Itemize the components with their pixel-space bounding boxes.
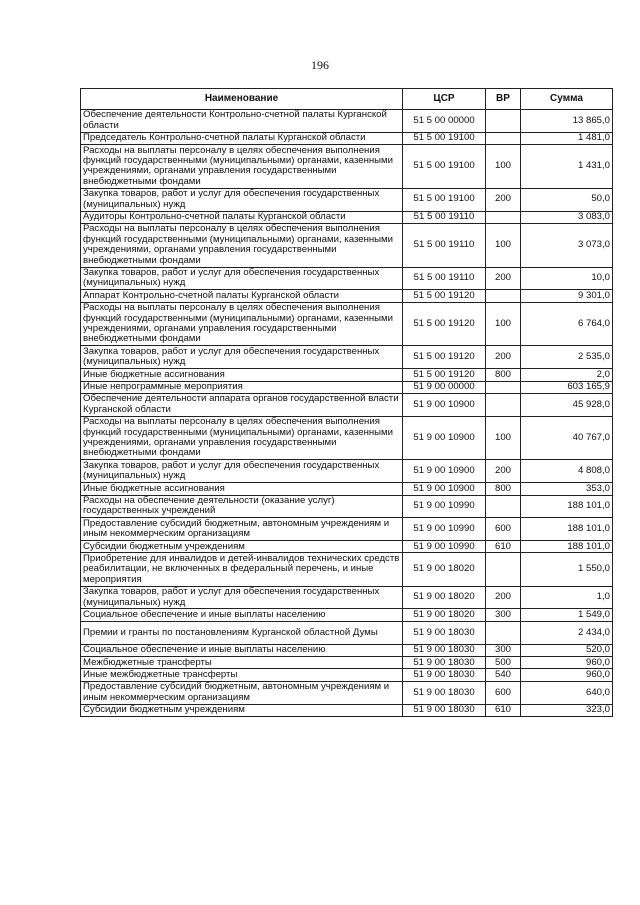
cell-csr: 51 5 00 19120 bbox=[403, 369, 486, 381]
cell-sum: 353,0 bbox=[521, 483, 613, 495]
cell-csr: 51 5 00 19120 bbox=[403, 346, 486, 369]
table-row bbox=[81, 541, 613, 553]
cell-name: Обеспечение деятельности аппарата органов государственной власти Курганской области bbox=[81, 393, 403, 416]
cell-name: Иные бюджетные ассигнования bbox=[81, 369, 403, 381]
cell-csr: 51 9 00 10990 bbox=[403, 495, 486, 518]
table-row bbox=[81, 302, 613, 346]
cell-sum: 2,0 bbox=[521, 369, 613, 381]
cell-sum: 13 865,0 bbox=[521, 110, 613, 133]
cell-vr: 200 bbox=[486, 346, 521, 369]
cell-name: Субсидии бюджетным учреждениям bbox=[81, 541, 403, 553]
cell-name: Предоставление субсидий бюджетным, автономным учреждениям и иным некоммерческим организациям bbox=[81, 518, 403, 541]
table-header-row bbox=[81, 89, 613, 110]
cell-csr: 51 5 00 19110 bbox=[403, 211, 486, 223]
cell-name: Председатель Контрольно-счетной палаты Курганской области bbox=[81, 132, 403, 144]
cell-sum: 1 550,0 bbox=[521, 553, 613, 586]
table-row bbox=[81, 460, 613, 483]
cell-sum: 1 431,0 bbox=[521, 145, 613, 189]
cell-name: Межбюджетные трансферты bbox=[81, 657, 403, 669]
table-row bbox=[81, 518, 613, 541]
cell-name: Иные бюджетные ассигнования bbox=[81, 483, 403, 495]
cell-vr bbox=[486, 393, 521, 416]
table-row bbox=[81, 644, 613, 656]
cell-csr: 51 9 00 10900 bbox=[403, 483, 486, 495]
cell-csr: 51 5 00 00000 bbox=[403, 110, 486, 133]
cell-vr bbox=[486, 621, 521, 644]
cell-vr bbox=[486, 381, 521, 393]
cell-csr: 51 9 00 10990 bbox=[403, 541, 486, 553]
cell-sum: 4 808,0 bbox=[521, 460, 613, 483]
cell-csr: 51 5 00 19120 bbox=[403, 290, 486, 302]
cell-vr bbox=[486, 553, 521, 586]
cell-vr: 610 bbox=[486, 541, 521, 553]
cell-sum: 1,0 bbox=[521, 586, 613, 609]
table-row bbox=[81, 393, 613, 416]
table-row bbox=[81, 381, 613, 393]
cell-name: Закупка товаров, работ и услуг для обеспечения государственных (муниципальных) нужд bbox=[81, 267, 403, 290]
cell-csr: 51 9 00 10900 bbox=[403, 416, 486, 460]
cell-vr bbox=[486, 290, 521, 302]
cell-sum: 3 083,0 bbox=[521, 211, 613, 223]
table-row bbox=[81, 223, 613, 267]
cell-sum: 40 767,0 bbox=[521, 416, 613, 460]
table-row bbox=[81, 188, 613, 211]
cell-sum: 603 165,9 bbox=[521, 381, 613, 393]
cell-sum: 9 301,0 bbox=[521, 290, 613, 302]
cell-sum: 50,0 bbox=[521, 188, 613, 211]
cell-name: Расходы на обеспечение деятельности (оказание услуг) государственных учреждений bbox=[81, 495, 403, 518]
cell-vr: 800 bbox=[486, 369, 521, 381]
cell-sum: 640,0 bbox=[521, 681, 613, 704]
cell-sum: 188 101,0 bbox=[521, 541, 613, 553]
budget-table bbox=[80, 88, 613, 717]
cell-name: Социальное обеспечение и иные выплаты населению bbox=[81, 609, 403, 621]
table-row bbox=[81, 369, 613, 381]
table-row bbox=[81, 553, 613, 586]
table-row bbox=[81, 495, 613, 518]
cell-sum: 45 928,0 bbox=[521, 393, 613, 416]
cell-name: Аудиторы Контрольно-счетной палаты Курганской области bbox=[81, 211, 403, 223]
header-csr: ЦСР bbox=[403, 89, 486, 110]
cell-csr: 51 5 00 19100 bbox=[403, 145, 486, 189]
cell-name: Расходы на выплаты персоналу в целях обеспечения выполнения функций государственными (муниципальными) органами, казенными учреждениями, органами управления государственными внебюджетными фондами bbox=[81, 416, 403, 460]
cell-vr: 500 bbox=[486, 657, 521, 669]
cell-csr: 51 9 00 18030 bbox=[403, 657, 486, 669]
cell-csr: 51 9 00 18020 bbox=[403, 553, 486, 586]
cell-csr: 51 5 00 19100 bbox=[403, 188, 486, 211]
table-body bbox=[81, 110, 613, 717]
cell-vr: 610 bbox=[486, 704, 521, 716]
cell-csr: 51 5 00 19100 bbox=[403, 132, 486, 144]
header-vr: ВР bbox=[486, 89, 521, 110]
table-row bbox=[81, 669, 613, 681]
cell-name: Приобретение для инвалидов и детей-инвалидов технических средств реабилитации, не включенных в федеральный перечень, и иные мероприятия bbox=[81, 553, 403, 586]
cell-name: Иные непрограммные мероприятия bbox=[81, 381, 403, 393]
cell-vr: 600 bbox=[486, 518, 521, 541]
cell-vr bbox=[486, 211, 521, 223]
cell-vr: 200 bbox=[486, 267, 521, 290]
cell-sum: 2 434,0 bbox=[521, 621, 613, 644]
cell-csr: 51 9 00 18020 bbox=[403, 586, 486, 609]
table-row bbox=[81, 145, 613, 189]
cell-sum: 6 764,0 bbox=[521, 302, 613, 346]
cell-vr bbox=[486, 110, 521, 133]
cell-sum: 960,0 bbox=[521, 669, 613, 681]
cell-csr: 51 9 00 00000 bbox=[403, 381, 486, 393]
cell-csr: 51 9 00 18030 bbox=[403, 681, 486, 704]
cell-vr: 100 bbox=[486, 145, 521, 189]
cell-sum: 520,0 bbox=[521, 644, 613, 656]
cell-csr: 51 9 00 10990 bbox=[403, 518, 486, 541]
cell-vr: 300 bbox=[486, 609, 521, 621]
cell-name: Аппарат Контрольно-счетной палаты Курганской области bbox=[81, 290, 403, 302]
cell-vr: 800 bbox=[486, 483, 521, 495]
table-row bbox=[81, 416, 613, 460]
cell-vr: 200 bbox=[486, 460, 521, 483]
header-name: Наименование bbox=[81, 89, 403, 110]
table-row bbox=[81, 211, 613, 223]
cell-csr: 51 5 00 19110 bbox=[403, 223, 486, 267]
cell-vr: 200 bbox=[486, 188, 521, 211]
cell-name: Расходы на выплаты персоналу в целях обеспечения выполнения функций государственными (муниципальными) органами, казенными учреждениями, органами управления государственными внебюджетными фондами bbox=[81, 145, 403, 189]
table-row bbox=[81, 586, 613, 609]
header-sum: Сумма bbox=[521, 89, 613, 110]
cell-vr: 600 bbox=[486, 681, 521, 704]
page-number: 196 bbox=[311, 58, 329, 72]
table-row bbox=[81, 609, 613, 621]
table-row bbox=[81, 132, 613, 144]
cell-name: Закупка товаров, работ и услуг для обеспечения государственных (муниципальных) нужд bbox=[81, 586, 403, 609]
cell-name: Закупка товаров, работ и услуг для обеспечения государственных (муниципальных) нужд bbox=[81, 346, 403, 369]
cell-name: Расходы на выплаты персоналу в целях обеспечения выполнения функций государственными (муниципальными) органами, казенными учреждениями, органами управления государственными внебюджетными фондами bbox=[81, 223, 403, 267]
cell-name: Премии и гранты по постановлениям Курганской областной Думы bbox=[81, 621, 403, 644]
cell-sum: 188 101,0 bbox=[521, 495, 613, 518]
cell-sum: 323,0 bbox=[521, 704, 613, 716]
cell-name: Закупка товаров, работ и услуг для обеспечения государственных (муниципальных) нужд bbox=[81, 460, 403, 483]
cell-name: Обеспечение деятельности Контрольно-счетной палаты Курганской области bbox=[81, 110, 403, 133]
table-row bbox=[81, 621, 613, 644]
cell-csr: 51 9 00 10900 bbox=[403, 460, 486, 483]
cell-sum: 3 073,0 bbox=[521, 223, 613, 267]
cell-csr: 51 9 00 18030 bbox=[403, 669, 486, 681]
cell-vr bbox=[486, 495, 521, 518]
cell-csr: 51 5 00 19110 bbox=[403, 267, 486, 290]
cell-name: Закупка товаров, работ и услуг для обеспечения государственных (муниципальных) нужд bbox=[81, 188, 403, 211]
table-row bbox=[81, 110, 613, 133]
cell-sum: 1 549,0 bbox=[521, 609, 613, 621]
table-row bbox=[81, 681, 613, 704]
cell-vr: 100 bbox=[486, 302, 521, 346]
cell-csr: 51 9 00 18030 bbox=[403, 621, 486, 644]
cell-csr: 51 9 00 18030 bbox=[403, 704, 486, 716]
cell-name: Субсидии бюджетным учреждениям bbox=[81, 704, 403, 716]
cell-sum: 188 101,0 bbox=[521, 518, 613, 541]
cell-vr: 100 bbox=[486, 223, 521, 267]
table-row bbox=[81, 483, 613, 495]
cell-vr bbox=[486, 132, 521, 144]
cell-csr: 51 9 00 18030 bbox=[403, 644, 486, 656]
table-row bbox=[81, 267, 613, 290]
table-row bbox=[81, 704, 613, 716]
cell-vr: 200 bbox=[486, 586, 521, 609]
cell-sum: 960,0 bbox=[521, 657, 613, 669]
cell-sum: 2 535,0 bbox=[521, 346, 613, 369]
table-row bbox=[81, 290, 613, 302]
cell-name: Предоставление субсидий бюджетным, автономным учреждениям и иным некоммерческим организациям bbox=[81, 681, 403, 704]
cell-csr: 51 9 00 18020 bbox=[403, 609, 486, 621]
cell-sum: 1 481,0 bbox=[521, 132, 613, 144]
table-row bbox=[81, 346, 613, 369]
cell-name: Социальное обеспечение и иные выплаты населению bbox=[81, 644, 403, 656]
table-row bbox=[81, 657, 613, 669]
cell-sum: 10,0 bbox=[521, 267, 613, 290]
cell-name: Иные межбюджетные трансферты bbox=[81, 669, 403, 681]
cell-vr: 300 bbox=[486, 644, 521, 656]
cell-name: Расходы на выплаты персоналу в целях обеспечения выполнения функций государственными (муниципальными) органами, казенными учреждениями, органами управления государственными внебюджетными фондами bbox=[81, 302, 403, 346]
cell-vr: 540 bbox=[486, 669, 521, 681]
cell-vr: 100 bbox=[486, 416, 521, 460]
cell-csr: 51 5 00 19120 bbox=[403, 302, 486, 346]
cell-csr: 51 9 00 10900 bbox=[403, 393, 486, 416]
